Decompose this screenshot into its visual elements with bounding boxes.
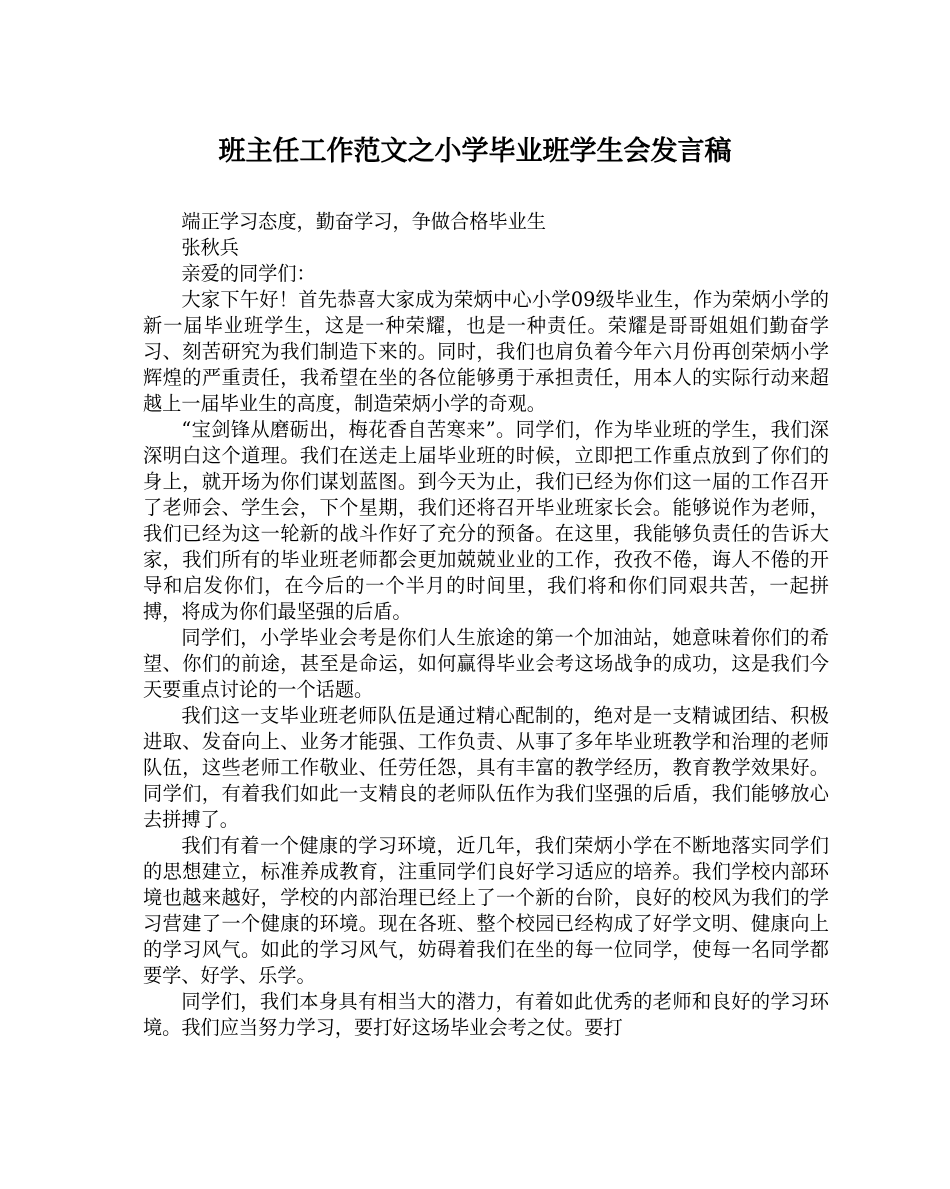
body-paragraph: “宝剑锋从磨砺出，梅花香自苦寒来”。同学们，作为毕业班的学生，我们深深明白这个道理。我们在送走上届毕业班的时候，立即把工作重点放到了你们的身上，就开场为你们谋划蓝图。到今天为止，我们已经为你们这一届的工作召开了老师会、学生会，下个星期，我们还将召开毕业班家长会。能够说作为老师，我们已经为这一轮新的战斗作好了充分的预备。在这里，我能够负责任的告诉大家，我们所有的毕业班老师都会更加兢兢业业的工作，孜孜不倦，诲人不倦的开导和启发你们，在今后的一个半月的时间里，我们将和你们同艰共苦，一起拼搏，将成为你们最坚强的后盾。 [143,418,829,623]
salutation: 亲爱的同学们： [181,262,316,285]
body-paragraph: 大家下午好！首先恭喜大家成为荣炳中心小学09级毕业生，作为荣炳小学的新一届毕业班学生，这是一种荣耀，也是一种责任。荣耀是哥哥姐姐们勤奋学习、刻苦研究为我们制造下来的。同时，我们也肩负着今年六月份再创荣炳小学辉煌的严重责任，我希望在坐的各位能够勇于承担责任，用本人的实际行动来超越上一届毕业生的高度，制造荣炳小学的奇观。 [143,288,829,415]
body-paragraph: 我们有着一个健康的学习环境，近几年，我们荣炳小学在不断地落实同学们的思想建立，标准养成教育，注重同学们良好学习适应的培养。我们学校内部环境也越来越好，学校的内部治理已经上了一个新的台阶，良好的校风为我们的学习营建了一个健康的环境。现在各班、整个校园已经构成了好学文明、健康向上的学习风气。如此的学习风气，妨碍着我们在坐的每一位同学，使每一名同学都要学、好学、乐学。 [143,834,829,987]
author-line: 张秋兵 [181,236,239,259]
document-body [143,209,829,1041]
document-title: 班主任工作范文之小学毕业班学生会发言稿 [218,136,732,167]
body-paragraph: 我们这一支毕业班老师队伍是通过精心配制的，绝对是一支精诚团结、积极进取、发奋向上、业务才能强、工作负责、从事了多年毕业班教学和治理的老师队伍，这些老师工作敬业、任劳任怨，具有丰富的教学经历，教育教学效果好。同学们，有着我们如此一支精良的老师队伍作为我们坚强的后盾，我们能够放心去拼搏了。 [143,704,829,831]
body-paragraph: 同学们，小学毕业会考是你们人生旅途的第一个加油站，她意味着你们的希望、你们的前途，甚至是命运，如何赢得毕业会考这场战争的成功，这是我们今天要重点讨论的一个话题。 [143,626,829,701]
body-paragraph: 同学们，我们本身具有相当大的潜力，有着如此优秀的老师和良好的学习环境。我们应当努力学习，要打好这场毕业会考之仗。要打 [143,990,829,1039]
subtitle-line: 端正学习态度，勤奋学习，争做合格毕业生 [181,210,546,233]
